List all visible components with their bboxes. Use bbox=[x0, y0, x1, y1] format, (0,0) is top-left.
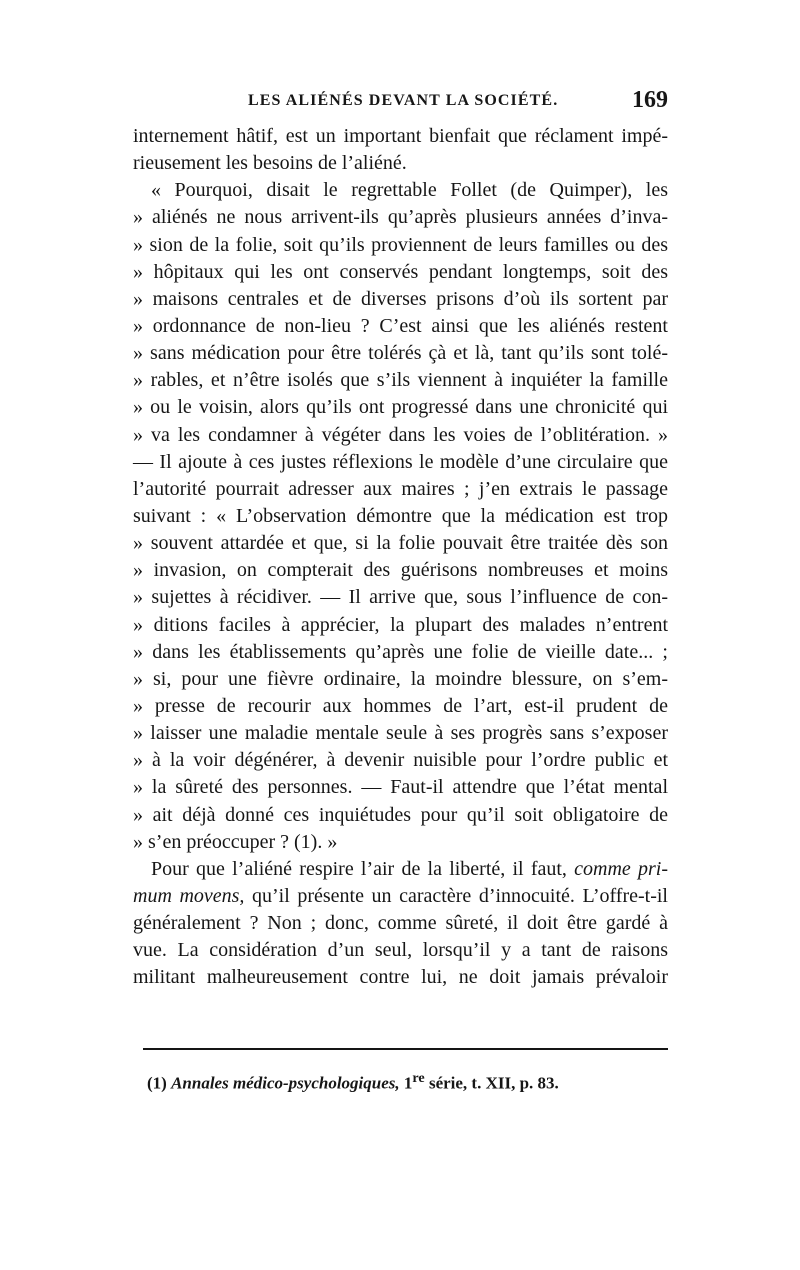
text-line: » ditions faciles à apprécier, la plupart des malades n’entrent bbox=[133, 613, 668, 636]
text-line: suivant : « L’observation démontre que la médication est trop bbox=[133, 504, 668, 527]
text-line: » sans médication pour être tolérés çà et là, tant qu’ils sont tolé- bbox=[133, 342, 668, 365]
text-line: » ou le voisin, alors qu’ils ont progressé dans une chronicité qui bbox=[133, 396, 668, 419]
page-header bbox=[133, 87, 668, 120]
text-line: militant malheureusement contre lui, ne doit jamais prévaloir bbox=[133, 966, 668, 989]
text-line: » à la voir dégénérer, à devenir nuisible pour l’ordre public et bbox=[133, 749, 668, 772]
text-line: internement hâtif, est un important bienfait que réclament impé- bbox=[133, 125, 668, 147]
text-line: » invasion, on compterait des guérisons nombreuses et moins bbox=[133, 559, 668, 582]
text-line: » la sûreté des personnes. — Faut-il attendre que l’état mental bbox=[133, 776, 668, 799]
paragraph-text: qu’il présente un caractère d’innocuité. L’offre-t-il bbox=[244, 884, 668, 907]
text-line: généralement ? Non ; donc, comme sûreté, il doit être gardé à bbox=[133, 912, 668, 935]
text-line: l’autorité pourrait adresser aux maires ; j’en extrais le passage bbox=[133, 477, 668, 500]
page-number: 169 bbox=[632, 87, 668, 113]
journal-title: Annales médico-psychologiques, bbox=[171, 1073, 400, 1093]
text-line bbox=[133, 856, 668, 883]
text-line bbox=[133, 883, 668, 910]
paragraph-text: Pour que l’aliéné respire l’air de la liberté, il faut, bbox=[151, 857, 575, 880]
text-line: » s’en préoccuper ? (1). » bbox=[133, 830, 338, 853]
main-text bbox=[133, 123, 668, 992]
text-line: » ordonnance de non-lieu ? C’est ainsi que les aliénés restent bbox=[133, 314, 668, 337]
text-line: » hôpitaux qui les ont conservés pendant longtemps, soit des bbox=[133, 260, 668, 283]
text-line: » laisser une maladie mentale seule à ses progrès sans s’exposer bbox=[133, 722, 668, 745]
footnote-marker: (1) bbox=[147, 1073, 167, 1093]
text-line: » ait déjà donné ces inquiétudes pour qu’il soit obligatoire de bbox=[133, 803, 668, 826]
text-line: » sion de la folie, soit qu’ils proviennent de leurs familles ou des bbox=[133, 233, 668, 256]
text-line: « Pourquoi, disait le regrettable Follet (de Quimper), les bbox=[151, 179, 668, 202]
running-title: LES ALIÉNÉS DEVANT LA SOCIÉTÉ. bbox=[248, 92, 559, 109]
text-line: » sujettes à récidiver. — Il arrive que, sous l’influence de con- bbox=[133, 586, 668, 609]
text-line: » souvent attardée et que, si la folie pouvait être traitée dès son bbox=[133, 532, 668, 555]
text-line: vue. La considération d’un seul, lorsqu’il y a tant de raisons bbox=[133, 939, 668, 962]
text-line: — Il ajoute à ces justes réflexions le modèle d’une circulaire que bbox=[133, 450, 668, 473]
latin-phrase: mum movens, bbox=[133, 884, 245, 907]
text-line: » maisons centrales et de diverses prisons d’où ils sortent par bbox=[133, 287, 668, 310]
text-line: rieusement les besoins de l’aliéné. bbox=[133, 152, 407, 175]
series-suffix: re bbox=[412, 1070, 425, 1086]
text-line: » si, pour une fièvre ordinaire, la moindre blessure, on s’em- bbox=[133, 667, 668, 690]
footnote-rule bbox=[143, 1048, 668, 1050]
text-line: » presse de recourir aux hommes de l’art, est-il prudent de bbox=[133, 694, 668, 717]
series-number: 1 bbox=[403, 1073, 413, 1093]
text-line: » dans les établissements qu’après une folie de vieille date... ; bbox=[133, 640, 668, 663]
footnote bbox=[147, 1066, 667, 1096]
text-line: » rables, et n’être isolés que s’ils viennent à inquiéter la famille bbox=[133, 369, 668, 392]
latin-phrase: comme pri- bbox=[574, 857, 668, 880]
text-line: » va les condamner à végéter dans les voies de l’oblitération. » bbox=[133, 423, 668, 446]
text-line: » aliénés ne nous arrivent-ils qu’après plusieurs années d’inva- bbox=[133, 206, 668, 229]
citation-details: série, t. XII, p. 83. bbox=[424, 1073, 559, 1093]
